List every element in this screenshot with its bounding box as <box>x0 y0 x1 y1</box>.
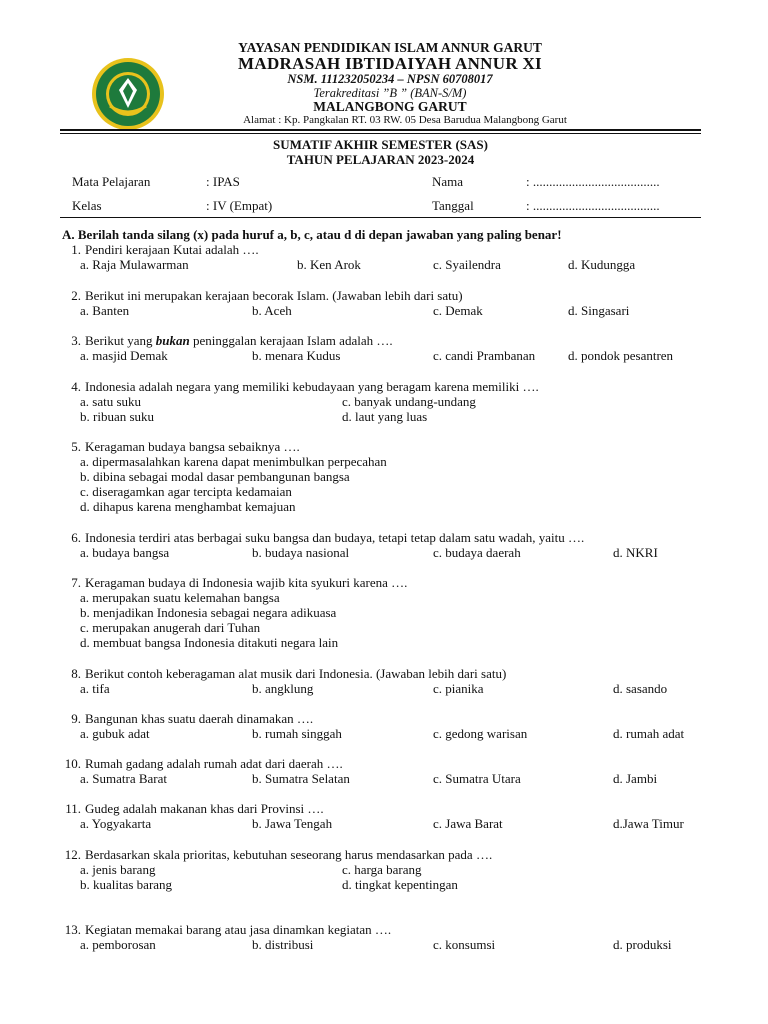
foundation-name: YAYASAN PENDIDIKAN ISLAM ANNUR GARUT <box>238 40 542 55</box>
question-number: 6. <box>71 530 81 545</box>
option-a[interactable]: a. Banten <box>80 303 130 318</box>
exam-title: SUMATIF AKHIR SEMESTER (SAS) <box>273 137 488 152</box>
option-c[interactable]: c. konsumsi <box>433 937 496 952</box>
option-a[interactable]: a. jenis barang <box>80 862 156 877</box>
question-number: 9. <box>71 711 81 726</box>
subject-label: Mata Pelajaran <box>72 174 151 189</box>
question-8 <box>60 666 720 696</box>
school-city: MALANGBONG GARUT <box>313 99 467 114</box>
question-5 <box>60 439 720 514</box>
question-number: 13. <box>64 922 81 937</box>
question-9 <box>60 711 720 741</box>
info-divider <box>60 217 701 218</box>
question-13 <box>60 922 720 952</box>
question-2 <box>60 288 720 318</box>
school-address: Alamat : Kp. Pangkalan RT. 03 RW. 05 Desa Barudua Malangbong Garut <box>243 114 567 126</box>
question-number: 11. <box>65 801 81 816</box>
question-number: 7. <box>71 575 81 590</box>
question-number: 5. <box>71 439 81 454</box>
question-text: Gudeg adalah makanan khas dari Provinsi …. <box>85 801 324 816</box>
school-logo-icon <box>90 56 166 132</box>
option-a[interactable]: a. gubuk adat <box>80 726 150 741</box>
option-a[interactable]: a. Sumatra Barat <box>80 771 167 786</box>
question-text-after: peninggalan kerajaan Islam adalah …. <box>189 333 393 348</box>
option-d[interactable]: d. sasando <box>613 681 668 696</box>
option-a[interactable]: a. Raja Mulawarman <box>80 257 189 272</box>
question-3 <box>60 333 720 363</box>
option-c[interactable]: c. Demak <box>433 303 483 318</box>
class-label: Kelas <box>72 198 102 213</box>
school-name: MADRASAH IBTIDAIYAH ANNUR XI <box>238 54 542 73</box>
name-field[interactable]: : ....................................... <box>526 174 660 189</box>
option-a[interactable]: a. budaya bangsa <box>80 545 170 560</box>
option-c[interactable]: c. budaya daerah <box>433 545 521 560</box>
option-b[interactable]: b. budaya nasional <box>252 545 350 560</box>
question-text: Berdasarkan skala prioritas, kebutuhan seseorang harus mendasarkan pada …. <box>85 847 493 862</box>
question-number: 1. <box>71 242 81 257</box>
question-number: 10. <box>64 756 81 771</box>
option-b[interactable]: b. Ken Arok <box>297 257 361 272</box>
school-nsm: NSM. 111232050234 – NPSN 60708017 <box>287 72 493 86</box>
option-d[interactable]: d. membuat bangsa Indonesia ditakuti negara lain <box>80 635 339 650</box>
option-b[interactable]: b. menjadikan Indonesia sebagai negara adikuasa <box>80 605 337 620</box>
question-12 <box>60 847 720 892</box>
option-c[interactable]: c. harga barang <box>342 862 422 877</box>
option-d[interactable]: d. dihapus karena menghambat kemajuan <box>80 499 296 514</box>
option-a[interactable]: a. dipermasalahkan karena dapat menimbulkan perpecahan <box>80 454 387 469</box>
option-b[interactable]: b. distribusi <box>252 937 314 952</box>
subject-value: : IPAS <box>206 174 240 189</box>
date-field[interactable]: : ....................................... <box>526 198 660 213</box>
option-c[interactable]: c. banyak undang-undang <box>342 394 476 409</box>
option-d[interactable]: d. tingkat kepentingan <box>342 877 458 892</box>
question-number: 3. <box>71 333 81 348</box>
option-c[interactable]: c. candi Prambanan <box>433 348 536 363</box>
option-b[interactable]: b. kualitas barang <box>80 877 173 892</box>
option-c[interactable]: c. Syailendra <box>433 257 501 272</box>
option-b[interactable]: b. Jawa Tengah <box>252 816 333 831</box>
question-text: Berikut contoh keberagaman alat musik dari Indonesia. (Jawaban lebih dari satu) <box>85 666 507 681</box>
option-a[interactable]: a. pemborosan <box>80 937 156 952</box>
option-a[interactable]: a. satu suku <box>80 394 142 409</box>
section-a-instruction: A. Berilah tanda silang (x) pada huruf a, b, c, atau d di depan jawaban yang paling benar! <box>62 227 562 242</box>
option-c[interactable]: c. diseragamkan agar tercipta kedamaian <box>80 484 292 499</box>
class-value: : IV (Empat) <box>206 198 273 213</box>
option-c[interactable]: c. gedong warisan <box>433 726 528 741</box>
option-c[interactable]: c. Sumatra Utara <box>433 771 521 786</box>
question-text: Keragaman budaya di Indonesia wajib kita syukuri karena …. <box>85 575 408 590</box>
school-accreditation: Terakreditasi ”B ” (BAN-S/M) <box>313 86 467 100</box>
question-number: 2. <box>71 288 81 303</box>
date-label: Tanggal <box>432 198 474 213</box>
question-text: Bangunan khas suatu daerah dinamakan …. <box>85 711 314 726</box>
option-b[interactable]: b. menara Kudus <box>252 348 341 363</box>
option-a[interactable]: a. tifa <box>80 681 110 696</box>
option-b[interactable]: b. rumah singgah <box>252 726 342 741</box>
option-a[interactable]: a. merupakan suatu kelemahan bangsa <box>80 590 280 605</box>
question-1 <box>60 242 720 272</box>
question-text: Indonesia adalah negara yang memiliki kebudayaan yang beragam karena memiliki …. <box>85 379 539 394</box>
question-7 <box>60 575 720 650</box>
option-a[interactable]: a. masjid Demak <box>80 348 168 363</box>
question-text: Keragaman budaya bangsa sebaiknya …. <box>85 439 300 454</box>
question-text: Indonesia terdiri atas berbagai suku bangsa dan budaya, tetapi tetap dalam satu wadah, yaitu …. <box>85 530 585 545</box>
option-d[interactable]: d. Kudungga <box>568 257 636 272</box>
option-b[interactable]: b. Sumatra Selatan <box>252 771 350 786</box>
header-divider-thin <box>60 133 701 134</box>
question-text-before: Berikut yang <box>85 333 156 348</box>
question-10 <box>60 756 720 786</box>
option-c[interactable]: c. pianika <box>433 681 484 696</box>
option-c[interactable]: c. merupakan anugerah dari Tuhan <box>80 620 261 635</box>
question-text: Rumah gadang adalah rumah adat dari daerah …. <box>85 756 343 771</box>
option-d[interactable]: d. rumah adat <box>613 726 685 741</box>
question-text: Berikut ini merupakan kerajaan becorak Islam. (Jawaban lebih dari satu) <box>85 288 463 303</box>
question-text-emphasis: bukan <box>155 333 190 348</box>
header-divider <box>60 129 701 131</box>
option-b[interactable]: b. Aceh <box>252 303 292 318</box>
question-4 <box>60 379 720 424</box>
option-d[interactable]: d. pondok pesantren <box>568 348 674 363</box>
question-text: Pendiri kerajaan Kutai adalah …. <box>85 242 259 257</box>
option-d[interactable]: d. Singasari <box>568 303 630 318</box>
option-d[interactable]: d.Jawa Timur <box>613 816 684 831</box>
option-d[interactable]: d. laut yang luas <box>342 409 428 424</box>
question-11 <box>60 801 720 831</box>
name-label: Nama <box>432 174 464 189</box>
option-c[interactable]: c. Jawa Barat <box>433 816 503 831</box>
option-d[interactable]: d. produksi <box>613 937 672 952</box>
question-number: 4. <box>71 379 81 394</box>
question-text: Kegiatan memakai barang atau jasa dinamkan kegiatan …. <box>85 922 392 937</box>
option-d[interactable]: d. NKRI <box>613 545 658 560</box>
option-b[interactable]: b. dibina sebagai modal dasar pembangunan bangsa <box>80 469 350 484</box>
question-6 <box>60 530 720 560</box>
option-b[interactable]: b. ribuan suku <box>80 409 155 424</box>
option-a[interactable]: a. Yogyakarta <box>80 816 152 831</box>
option-b[interactable]: b. angklung <box>252 681 314 696</box>
question-number: 8. <box>71 666 81 681</box>
option-d[interactable]: d. Jambi <box>613 771 658 786</box>
exam-year: TAHUN PELAJARAN 2023-2024 <box>286 152 475 167</box>
question-number: 12. <box>64 847 81 862</box>
